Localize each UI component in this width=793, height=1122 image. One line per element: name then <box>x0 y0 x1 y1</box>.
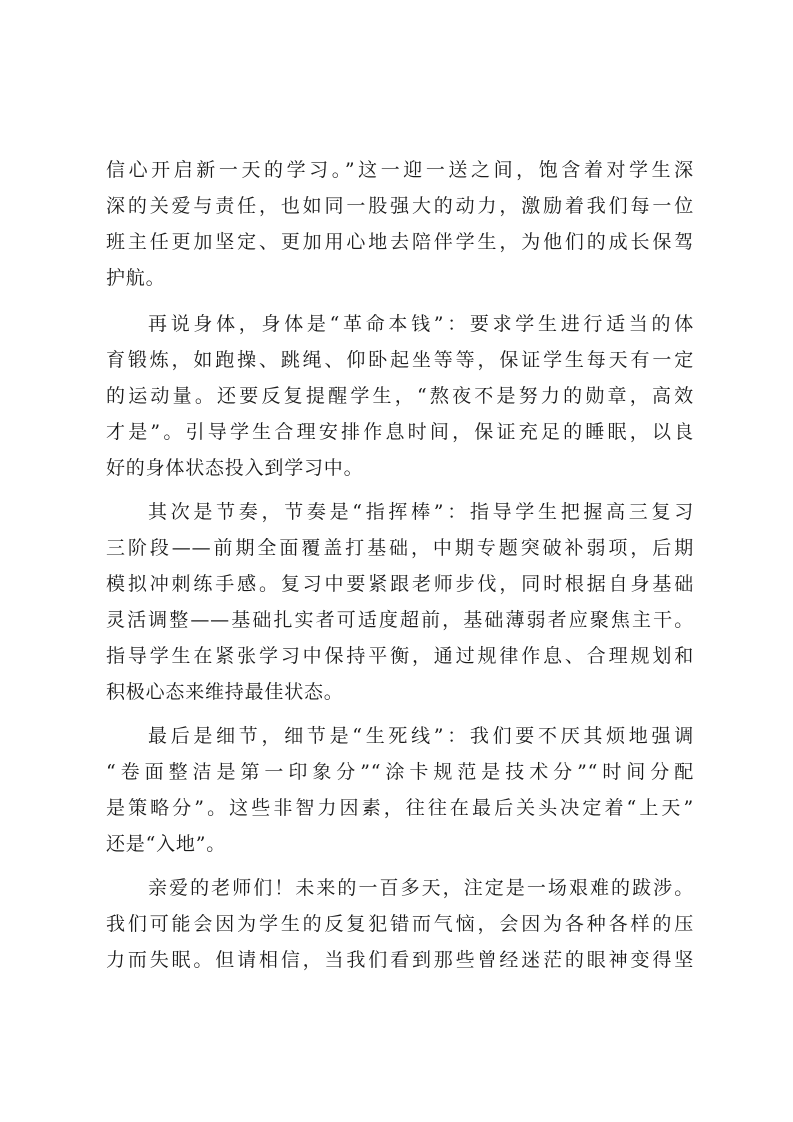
text-line: 班主任更加坚定、更加用心地去陪伴学生，为他们的成长保驾 <box>106 231 694 253</box>
paragraph-first-line: 再说身体，身体是“革命本钱”：要求学生进行适当的体 <box>148 313 694 335</box>
text-line: 好的身体状态投入到学习中。 <box>106 457 364 479</box>
text-line: 护航。 <box>106 267 166 289</box>
text-line: 深的关爱与责任，也如同一股强大的动力，激励着我们每一位 <box>106 195 694 217</box>
text-line: 还是“入地”。 <box>106 833 227 855</box>
text-line: “卷面整洁是第一印象分”“涂卡规范是技术分”“时间分配 <box>106 761 694 783</box>
paragraph-first-line: 最后是细节，细节是“生死线”：我们要不厌其烦地强调 <box>148 725 694 747</box>
text-line: 的运动量。还要反复提醒学生，“熬夜不是努力的勋章，高效 <box>106 385 694 407</box>
text-line: 育锻炼，如跑操、跳绳、仰卧起坐等等，保证学生每天有一定 <box>106 349 694 371</box>
text-line: 力而失眠。但请相信，当我们看到那些曾经迷茫的眼神变得坚 <box>106 949 694 971</box>
text-line: 模拟冲刺练手感。复习中要紧跟老师步伐，同时根据自身基础 <box>106 573 694 595</box>
text-line: 积极心态来维持最佳状态。 <box>106 681 344 703</box>
text-line: 灵活调整——基础扎实者可适度超前，基础薄弱者应聚焦主干。 <box>106 609 694 631</box>
text-line: 指导学生在紧张学习中保持平衡，通过规律作息、合理规划和 <box>106 645 694 667</box>
text-line: 我们可能会因为学生的反复犯错而气恼，会因为各种各样的压 <box>106 913 694 935</box>
text-line: 信心开启新一天的学习。”这一迎一送之间，饱含着对学生深 <box>106 159 694 181</box>
text-line: 才是”。引导学生合理安排作息时间，保证充足的睡眠，以良 <box>106 421 694 443</box>
paragraph-first-line: 其次是节奏，节奏是“指挥棒”：指导学生把握高三复习 <box>148 501 694 523</box>
text-line: 三阶段——前期全面覆盖打基础，中期专题突破补弱项，后期 <box>106 537 694 559</box>
paragraph-first-line: 亲爱的老师们！未来的一百多天，注定是一场艰难的跋涉。 <box>148 877 694 899</box>
text-line: 是策略分”。这些非智力因素，往往在最后关头决定着“上天” <box>106 797 694 819</box>
